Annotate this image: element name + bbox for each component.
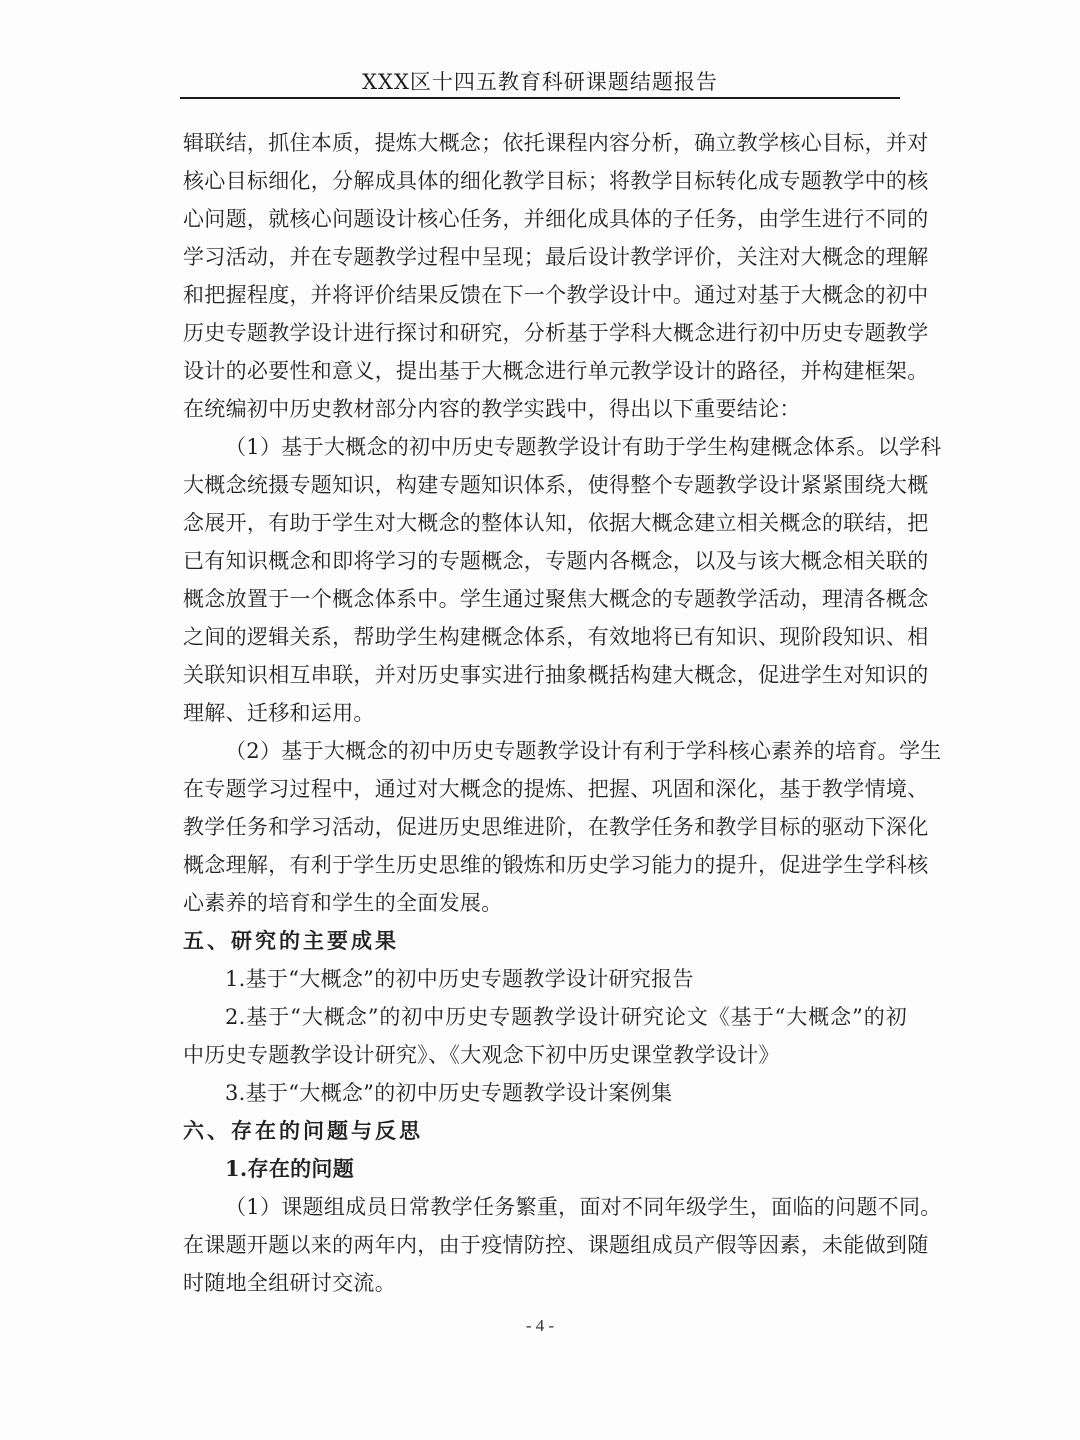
section-5 <box>183 922 907 1112</box>
page-number: - 4 - <box>525 1316 555 1335</box>
achievement-item: 3.基于“大概念”的初中历史专题教学设计案例集 <box>225 1081 673 1105</box>
report-header-title: XXX区十四五教育科研课题结题报告 <box>362 70 718 94</box>
paragraph-line: 在课题开题以来的两年内，由于疫情防控、课题组成员产假等因素，未能做到随 <box>183 1233 929 1257</box>
paragraph-line: 已有知识概念和即将学习的专题概念，专题内各概念，以及与该大概念相关联的 <box>183 549 929 573</box>
paragraph-line: 历史专题教学设计进行探讨和研究，分析基于学科大概念进行初中历史专题教学 <box>183 321 929 345</box>
paragraph-line: 核心目标细化，分解成具体的细化教学目标；将教学目标转化成专题教学中的核 <box>183 169 929 193</box>
paragraph-line: 在专题学习过程中，通过对大概念的提炼、把握、巩固和深化，基于教学情境、 <box>183 777 929 801</box>
paragraph-line: （1）基于大概念的初中历史专题教学设计有助于学生构建概念体系。以学科 <box>225 435 942 459</box>
intro-paragraph <box>183 124 929 428</box>
paragraph-line: 概念放置于一个概念体系中。学生通过聚焦大概念的专题教学活动，理清各概念 <box>183 587 929 611</box>
section-6 <box>183 1112 942 1302</box>
paragraph-line: （2）基于大概念的初中历史专题教学设计有利于学科核心素养的培育。学生 <box>225 739 942 763</box>
paragraph-line: 辑联结，抓住本质，提炼大概念；依托课程内容分析，确立教学核心目标，并对 <box>183 131 929 155</box>
paragraph-line: 和把握程度，并将评价结果反馈在下一个教学设计中。通过对基于大概念的初中 <box>183 283 929 307</box>
achievement-item-continued: 中历史专题教学设计研究》、《大观念下初中历史课堂教学设计》 <box>183 1043 780 1067</box>
paragraph-line: 学习活动，并在专题教学过程中呈现；最后设计教学评价，关注对大概念的理解 <box>183 245 929 269</box>
paragraph-line: 大概念统摄专题知识，构建专题知识体系，使得整个专题教学设计紧紧围绕大概 <box>183 473 929 497</box>
paragraph-line: 教学任务和学习活动，促进历史思维进阶，在教学任务和教学目标的驱动下深化 <box>183 815 929 839</box>
achievement-item: 2.基于“大概念”的初中历史专题教学设计研究论文《基于“大概念”的初 <box>225 1005 907 1029</box>
report-body <box>183 124 942 1302</box>
conclusion-1-paragraph <box>183 428 942 732</box>
paragraph-line: 设计的必要性和意义，提出基于大概念进行单元教学设计的路径，并构建框架。 <box>183 359 929 383</box>
paragraph-line: （1）课题组成员日常教学任务繁重，面对不同年级学生，面临的问题不同。 <box>225 1195 942 1219</box>
paragraph-line: 时随地全组研讨交流。 <box>183 1271 396 1295</box>
header-divider <box>180 97 900 99</box>
paragraph-line: 心素养的培育和学生的全面发展。 <box>183 891 503 915</box>
achievement-item: 1.基于“大概念”的初中历史专题教学设计研究报告 <box>225 967 694 991</box>
paragraph-line: 心问题，就核心问题设计核心任务，并细化成具体的子任务，由学生进行不同的 <box>183 207 929 231</box>
section-heading: 五、研究的主要成果 <box>183 928 399 953</box>
paragraph-line: 之间的逻辑关系，帮助学生构建概念体系，有效地将已有知识、现阶段知识、相 <box>183 625 929 649</box>
paragraph-line: 在统编初中历史教材部分内容的教学实践中，得出以下重要结论： <box>183 397 801 421</box>
paragraph-line: 概念理解，有利于学生历史思维的锻炼和历史学习能力的提升，促进学生学科核 <box>183 853 929 877</box>
subsection-heading: 1.存在的问题 <box>225 1156 355 1181</box>
paragraph-line: 念展开，有助于学生对大概念的整体认知，依据大概念建立相关概念的联结，把 <box>183 511 929 535</box>
section-heading: 六、存在的问题与反思 <box>183 1118 423 1143</box>
conclusion-2-paragraph <box>183 732 942 922</box>
paragraph-line: 理解、迁移和运用。 <box>183 701 375 725</box>
paragraph-line: 关联知识相互串联，并对历史事实进行抽象概括构建大概念，促进学生对知识的 <box>183 663 929 687</box>
